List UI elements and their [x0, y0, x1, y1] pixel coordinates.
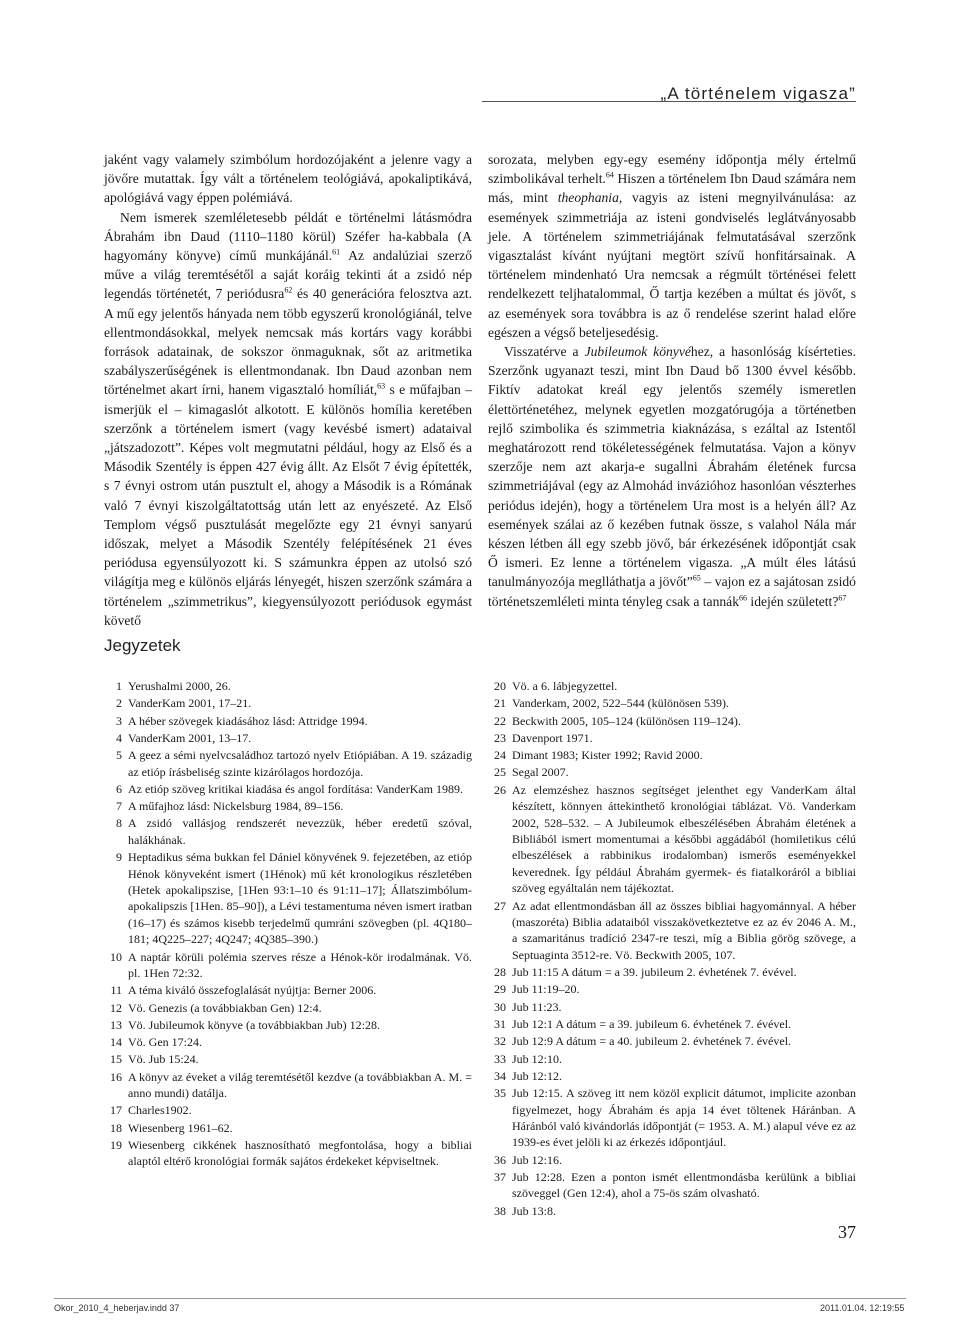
note-text: Jub 11:15 A dátum = a 39. jubileum 2. évhetének 7. évével. [512, 965, 797, 980]
note-item [104, 730, 472, 746]
note-number: 2 [116, 696, 122, 711]
note-item [488, 981, 856, 997]
note-number: 14 [110, 1035, 122, 1050]
note-text: Az etióp szöveg kritikai kiadása és angol fordítása: VanderKam 1989. [128, 781, 464, 796]
note-number: 13 [110, 1017, 122, 1032]
header-rule [482, 101, 856, 102]
note-item [104, 815, 472, 848]
paragraph: Visszatérve a Jubileumok könyvéhez, a hasonlóság kísérteties. Szerzőnk ugyanazt teszi, mint Ibn Daud bő 1300 évvel később. Fiktív adatokat kreál egy jelentős személy ismeretlen élettörténetéhez, melynek egyetlen mozgatórugója a történetben rejlő szimbolika és szimmetria kiaknázása, s ezáltal az Istentől meghatározott rend tökéletességének felmutatása. Vajon a könyv szerzője nem azt akarja-e sugallni Ábrahám életének furcsa szimmetriájával (egy az Almohád invázióhoz hasonlóan vészterhes periódus idején), hogy a történelem Ura most is a helyén áll? Az események szálai az ő kezében futnak össze, s valahol Nála már készen létben áll egy szebb jövő, bár érkezésének időpontját csak Ő ismeri. Ez lenne a történelem vigasza. „A múlt éles látású tanulmányozója meglláthatja a jövőt”$^{65}$ – vajon ez a sajátosan zsidó történetszemléleti minta tényleg csak a tannák$^{66}$ idején született?$^{67}$ [488, 344, 856, 609]
note-text: Vö. Jubileumok könyve (a továbbiakban Jub) 12:28. [128, 1017, 380, 1032]
note-number: 29 [494, 982, 506, 997]
note-item [104, 1051, 472, 1067]
note-text: Jub 11:19–20. [512, 982, 580, 997]
note-number: 31 [494, 1016, 506, 1031]
note-number: 24 [494, 748, 506, 763]
note-item [104, 798, 472, 814]
note-text: Vanderkam, 2002, 522–544 (különösen 539). [512, 696, 729, 711]
note-text: Jub 12:9 A dátum = a 40. jubileum 2. évhetének 7. évével. [512, 1034, 792, 1049]
note-item [488, 898, 856, 964]
footer-timestamp: 2011.01.04. 12:19:55 [820, 1303, 905, 1313]
note-item [488, 764, 856, 780]
note-item [488, 1033, 856, 1049]
note-text: Jub 12:10. [512, 1051, 563, 1066]
note-number: 20 [494, 679, 506, 693]
footer-file: Okor_2010_4_heberjav.indd 37 [54, 1303, 180, 1313]
note-text: A héber szövegek kiadásához lásd: Attridge 1994. [128, 713, 368, 728]
note-item [488, 1051, 856, 1067]
running-title: „A történelem vigasza” [660, 84, 856, 103]
note-text: A könyv az éveket a világ teremtésétől kezdve (a továbbiakban A. M. = anno mundi) datálja. [128, 1069, 472, 1101]
note-item [104, 1069, 472, 1102]
note-text: Vö. Jub 15:24. [128, 1052, 199, 1067]
note-text: Heptadikus séma bukkan fel Dániel könyvének 9. fejezetében, az etióp Hénok könyveként ismert (1Hénok) mű két kronologikus részletében (Hetek apokalipszise, [1Hen 93:1–10 és 91:11–17]; Állatszimbólum-apokalipszis [1Hen. 85–90]), a Lévi testamentuma néven ismert iratban (16–17) és számos kisebb terjedelmű qumráni szövegben (pl. 4Q180–181; 4Q225–227; 4Q247; 4Q385–390.) [128, 850, 472, 947]
note-number: 27 [494, 898, 506, 913]
note-number: 36 [494, 1152, 506, 1167]
note-text: Yerushalmi 2000, 26. [128, 679, 231, 693]
note-number: 22 [494, 713, 506, 728]
note-number: 12 [110, 1000, 122, 1015]
note-number: 5 [116, 748, 122, 763]
note-item [488, 713, 856, 729]
note-number: 1 [116, 679, 122, 693]
note-text: A téma kiváló összefoglalását nyújtja: Berner 2006. [128, 983, 377, 998]
note-number: 3 [116, 713, 122, 728]
note-text: Segal 2007. [512, 765, 569, 780]
note-text: Vö. Gen 17:24. [128, 1035, 202, 1050]
notes-column-right [488, 678, 856, 1220]
note-text: A naptár körüli polémia szerves része a Hénok-kör irodalmának. Vö. pl. 1Hen 72:32. [128, 949, 472, 980]
paragraph: Nem ismerek szemléletesebb példát e történelmi látásmódra Ábrahám ibn Daud (1110–1180 körül) Széfer ha-kabbala (A hagyomány könyve) című munkájánál.$^{61}$ Az andalúziai szerző műve a világ teremtésétől a saját koráig tekinti át a zsidó nép legendás történetét, 7 periódusra$^{62}$ és 40 generációra felosztva azt. A mű egy jelentős hányada nem több egyszerű kronológiánál, telve ellentmondásokkal, melyek nemcsak más kortárs vagy korábbi források adatainak, de sokszor önmaguknak, sőt az aritmetika szabályszerűségének is ellentmondanak. Ibn Daud azonban nem történelmet akart írni, hanem vigasztaló homíliát,$^{63}$ s e műfajban – ismerjük el – kimagaslót alkotott. E különös homília keretében szerzőnk a történelem ismert (vagy kevésbé ismert) adataival „játszadozott”. Képes volt megmutatni például, hogy az Első és a Második Szentély is éppen 427 évig állt. Az Elsőt 7 évig építették, s 7 évnyi ostrom után pusztult el, ahogy a Második is a Rómának való 7 évnyi kiszolgáltatottság után lett az enyészeté. Az Első Templom végső pusztulását megelőzte egy 21 évnyi sanyarú időszak, melyet a Második Szentély felépítésének 21 éves periódusa egyensúlyozott ki. S számunkra éppen az utolsó szó világítja meg e különös eljárás lényegét, hiszen szerzőnk számára a történelem „szimmetrikus”, kiegyensúlyozott periódusok egymást követő [104, 209, 473, 628]
body-column-left [104, 150, 472, 630]
page-number: 37 [838, 1222, 856, 1242]
note-number: 33 [494, 1051, 506, 1066]
note-number: 23 [494, 730, 506, 745]
note-number: 6 [116, 781, 122, 796]
note-text: Jub 12:16. [512, 1152, 563, 1167]
note-item [488, 782, 856, 897]
note-text: Jub 12:28. Ezen a ponton ismét ellentmondásba kerülünk a bibliai szöveggel (Gen 12:4), ahol a 75-ös szám olvasható. [512, 1169, 856, 1201]
note-number: 28 [494, 965, 506, 980]
note-item [488, 999, 856, 1015]
note-item [488, 695, 856, 711]
note-text: Az elemzéshez hasznos segítséget jelenthet egy VanderKam által készített, könnyen áttekinthető kronológiai táblázat. Vö. Vanderkam 2002, 528–532. – A Jubileumok elbeszélésében Ábrahám életének a Bibliából ismert momentumai a későbbi aggádából (homiletikus célú elbeszélések a rabbinikus irodalomban) ismerős eseményekkel keverednek. Így például Ábrahám gyermek- és fiatalkoráról a bibliai szöveg egyáltalán nem tájékoztat. [512, 782, 856, 896]
note-item [488, 730, 856, 746]
note-text: Wiesenberg 1961–62. [128, 1120, 233, 1135]
note-number: 18 [110, 1120, 122, 1135]
note-item [488, 1169, 856, 1202]
note-number: 4 [116, 730, 122, 745]
note-item [104, 781, 472, 797]
note-item [104, 1034, 472, 1050]
paragraph: sorozata, melyben egy-egy esemény időpontja mély értelmű szimbolikával terhelt.$^{64}$ Hiszen a történelem Ibn Daud számára nem más, mint theophania, vagyis az isteni megnyilvánulása: az események szimmetriája az isteni gondviselés leglátványosabb jele. A történelem szimmetriájának felmutatásával szerzőnk vigasztalást kívánt nyújtani megtört szívű honfitársainak. A történelem mindenható Ura nemcsak a régmúlt történései felett rendelkezett teljhatalommal, Ő tartja kezében a múltat és jövőt, s az események sora továbbra is az ő rendelése szerint halad előre egészen a végső beteljesedésig. [488, 152, 856, 340]
note-item [488, 678, 856, 694]
note-text: Dimant 1983; Kister 1992; Ravid 2000. [512, 748, 703, 763]
note-item [488, 747, 856, 763]
note-item [488, 1068, 856, 1084]
note-text: Jub 11:23. [512, 999, 562, 1014]
note-text: Jub 13:8. [512, 1203, 557, 1218]
note-number: 11 [110, 983, 122, 998]
note-number: 30 [494, 999, 506, 1014]
note-text: Vö. a 6. lábjegyzettel. [512, 679, 618, 693]
note-text: Charles1902. [128, 1103, 192, 1118]
note-number: 16 [110, 1069, 122, 1084]
body-column-right [488, 150, 856, 611]
note-item [488, 1085, 856, 1151]
note-item [488, 1152, 856, 1168]
note-item [104, 1017, 472, 1033]
note-item [488, 964, 856, 980]
note-number: 32 [494, 1034, 506, 1049]
note-number: 8 [116, 816, 122, 831]
note-number: 37 [494, 1169, 506, 1184]
note-item [104, 849, 472, 947]
note-number: 17 [110, 1103, 122, 1118]
note-item [104, 1102, 472, 1118]
note-text: Jub 12:1 A dátum = a 39. jubileum 6. évhetének 7. évével. [512, 1016, 792, 1031]
note-text: VanderKam 2001, 13–17. [128, 730, 252, 745]
note-text: Wiesenberg cikkének hasznosítható megfontolása, hogy a bibliai alaptól eltérő kronológiai formák sajátos érdekeket képviseltnek. [128, 1138, 472, 1169]
note-number: 34 [494, 1068, 506, 1083]
note-text: Vö. Genezis (a továbbiakban Gen) 12:4. [128, 1000, 322, 1015]
note-text: Jub 12:15. A szöveg itt nem közöl explicit dátumot, implicite azonban figyelmezet, hogy Ábrahám és apja 14 évet töltenek Háránban. A Háránból való kivándorlás időpontját (= 1953. A. M.) alapul véve ez az 1939-es évet jelöli ki az érkezés időpontjául. [512, 1086, 856, 1150]
note-text: A geez a sémi nyelvcsaládhoz tartozó nyelv Etiópiában. A 19. századig az etióp írásbeliség szinte kizárólagos hordozója. [128, 748, 472, 779]
note-text: Az adat ellentmondásban áll az összes bibliai hagyománnyal. A héber (maszoréta) Biblia adataiból visszakövetkeztetve ez az év 2046 A. M., a szamaritánus tradíció 2347-re teszi, míg a Biblia görög szövege, a Septuaginta 3512-re. Vö. Beckwith 2005, 107. [512, 898, 856, 962]
note-number: 9 [116, 850, 122, 865]
note-item [104, 695, 472, 711]
note-number: 26 [494, 782, 506, 797]
note-text: Beckwith 2005, 105–124 (különösen 119–124). [512, 713, 741, 728]
note-number: 7 [116, 799, 122, 814]
note-item [488, 1016, 856, 1032]
note-number: 35 [494, 1086, 506, 1101]
note-item [488, 1203, 856, 1219]
note-text: VanderKam 2001, 17–21. [128, 696, 252, 711]
paragraph: jaként vagy valamely szimbólum hordozójaként a jelenre vagy a jövőre mutattak. Így vált a történelem teológiává, apokaliptikává, apológiává vagy éppen polémiává. [104, 152, 472, 206]
notes-title: Jegyzetek [104, 636, 181, 655]
footer-rule [54, 1298, 906, 1299]
note-number: 10 [110, 949, 122, 964]
note-item [104, 678, 472, 694]
note-number: 25 [494, 765, 506, 780]
note-item [104, 747, 472, 780]
note-item [104, 1137, 472, 1170]
note-item [104, 1120, 472, 1136]
note-number: 19 [110, 1138, 122, 1152]
note-text: A műfajhoz lásd: Nickelsburg 1984, 89–156. [128, 799, 344, 814]
note-number: 15 [110, 1052, 122, 1067]
note-text: Davenport 1971. [512, 730, 593, 745]
note-text: A zsidó vallásjog rendszerét nevezzük, héber eredetű szóval, halákhának. [128, 816, 472, 847]
note-item [104, 949, 472, 982]
note-number: 21 [494, 696, 506, 711]
notes-column-left [104, 678, 472, 1171]
note-item [104, 982, 472, 998]
note-item [104, 1000, 472, 1016]
note-number: 38 [494, 1203, 506, 1218]
note-item [104, 713, 472, 729]
note-text: Jub 12:12. [512, 1068, 563, 1083]
